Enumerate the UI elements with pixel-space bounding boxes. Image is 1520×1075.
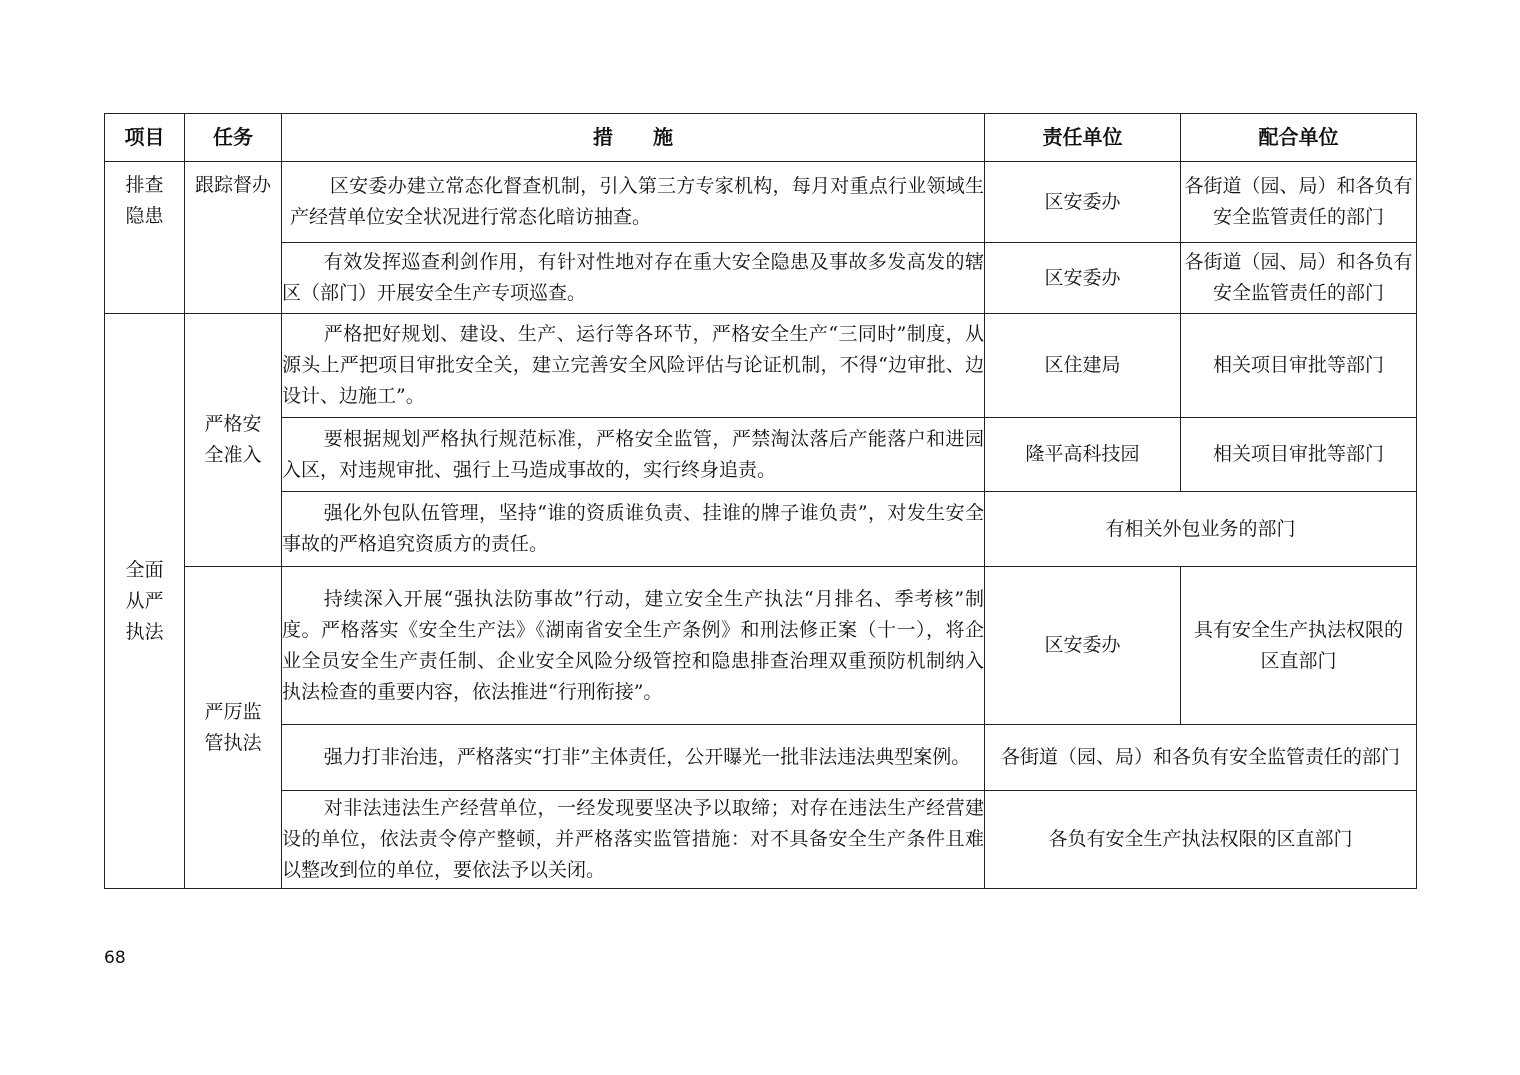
responsible-unit-cell: 区安委办 <box>985 567 1181 725</box>
category-label: 全面从严执法 <box>125 558 164 643</box>
cooperating-unit-cell: 相关项目审批等部门 <box>1181 418 1417 492</box>
measure-cell: 持续深入开展“强执法防事故”行动，建立安全生产执法“月排名、季考核”制度。严格落实《安全生产法》《湖南省安全生产条例》和刑法修正案（十一），将企业全员安全生产责任制、企业安全风险分级管控和隐患排查治理双重预防机制纳入执法检查的重要内容，依法推进“行刑衔接”。 <box>282 567 985 725</box>
table-header-row <box>105 114 1417 162</box>
table-row <box>105 162 1417 243</box>
table-row <box>105 492 1417 567</box>
measure-cell: 对非法违法生产经营单位，一经发现要坚决予以取缔；对存在违法生产经营建设的单位，依法责令停产整顿，并严格落实监管措施：对不具备安全生产条件且难以整改到位的单位，要依法予以关闭。 <box>282 791 985 889</box>
table-row <box>105 567 1417 725</box>
measure-cell: 严格把好规划、建设、生产、运行等各环节，严格安全生产“三同时”制度，从源头上严把项目审批安全关，建立完善安全风险评估与论证机制，不得“边审批、边设计、边施工”。 <box>282 314 985 418</box>
cooperating-unit-cell: 各街道（园、局）和各负有安全监管责任的部门 <box>1181 162 1417 243</box>
cooperating-unit-cell: 相关项目审批等部门 <box>1181 314 1417 418</box>
header-responsible-unit: 责任单位 <box>985 114 1181 162</box>
table-row <box>105 243 1417 314</box>
task-cell <box>185 162 282 314</box>
table-row <box>105 725 1417 791</box>
category-cell <box>105 162 185 314</box>
table-row <box>105 418 1417 492</box>
task-label: 严厉监管执法 <box>204 700 262 754</box>
table-row <box>105 791 1417 889</box>
table-row <box>105 314 1417 418</box>
cooperating-unit-cell: 各街道（园、局）和各负有安全监管责任的部门 <box>1181 243 1417 314</box>
responsible-unit-cell: 区安委办 <box>985 243 1181 314</box>
merged-unit-cell: 各负有安全生产执法权限的区直部门 <box>985 791 1417 889</box>
cooperating-unit-cell: 具有安全生产执法权限的区直部门 <box>1181 567 1417 725</box>
header-task: 任务 <box>185 114 282 162</box>
merged-unit-cell: 有相关外包业务的部门 <box>985 492 1417 567</box>
measures-table <box>104 113 1417 889</box>
header-project: 项目 <box>105 114 185 162</box>
measure-cell: 要根据规划严格执行规范标准，严格安全监管，严禁淘汰落后产能落户和进园入区，对违规审批、强行上马造成事故的，实行终身追责。 <box>282 418 985 492</box>
category-label: 排查隐患 <box>125 174 164 227</box>
responsible-unit-cell: 隆平高科技园 <box>985 418 1181 492</box>
task-label: 严格安全准入 <box>204 413 262 466</box>
header-cooperating-unit: 配合单位 <box>1181 114 1417 162</box>
category-cell <box>105 314 185 889</box>
task-cell <box>185 567 282 889</box>
measure-cell: 区安委办建立常态化督查机制，引入第三方专家机构，每月对重点行业领域生产经营单位安全状况进行常态化暗访抽查。 <box>282 162 985 243</box>
header-measures: 措 施 <box>282 114 985 162</box>
task-label: 跟踪督办 <box>194 174 271 196</box>
responsible-unit-cell: 区安委办 <box>985 162 1181 243</box>
merged-unit-cell: 各街道（园、局）和各负有安全监管责任的部门 <box>985 725 1417 791</box>
measure-cell: 强力打非治违，严格落实“打非”主体责任，公开曝光一批非法违法典型案例。 <box>282 725 985 791</box>
responsible-unit-cell: 区住建局 <box>985 314 1181 418</box>
page-number: 68 <box>104 948 126 968</box>
measure-cell: 有效发挥巡查利剑作用，有针对性地对存在重大安全隐患及事故多发高发的辖区（部门）开展安全生产专项巡查。 <box>282 243 985 314</box>
task-cell <box>185 314 282 567</box>
measure-cell: 强化外包队伍管理，坚持“谁的资质谁负责、挂谁的牌子谁负责”，对发生安全事故的严格追究资质方的责任。 <box>282 492 985 567</box>
